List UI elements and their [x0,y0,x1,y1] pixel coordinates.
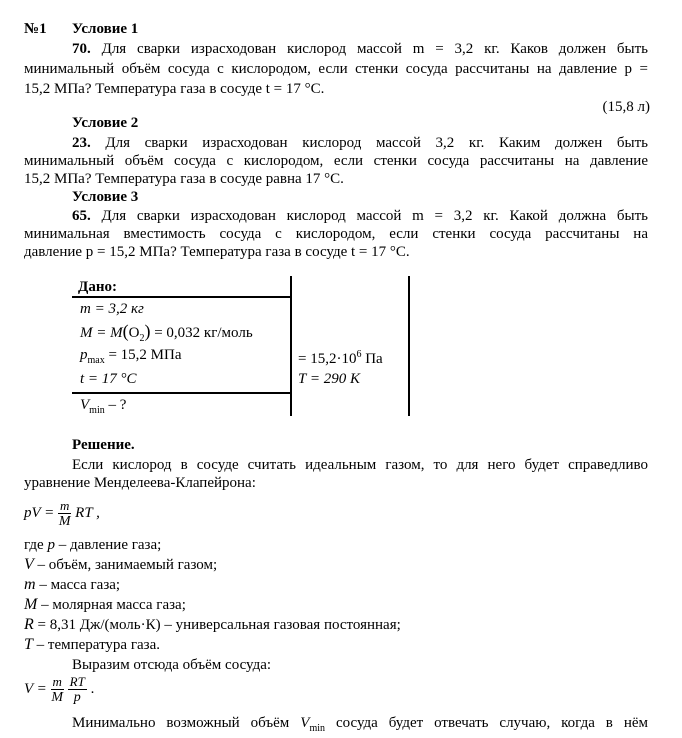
express-volume: Выразим отсюда объём сосуда: [72,657,272,673]
where-pressure: где p – давление газа; [24,537,162,553]
given-pressure: $p_{max} = 15,2$ МПа [80,347,182,366]
given-divider-1 [290,276,292,416]
solution-title: Решение. [72,437,135,453]
solution-intro-2: уравнение Менделеева-Клапейрона: [24,475,256,491]
given-molar-mass: $M = M(O_2) = 0,032$ кг/моль [80,321,253,344]
condition-2-line-1 [24,134,648,152]
condition-1-line-2: минимальный объём сосуда с кислородом, если стенки сосуда рассчитаны на давление p = [24,61,648,77]
condition-1-title: Условие 1 [72,21,139,37]
solution-intro-1: Если кислород в сосуде считать идеальным газом, то для него будет справедливо [72,457,648,473]
given-divider-2 [408,276,410,416]
si-pressure: = $15,2\cdot 10^6$ Па [298,349,383,367]
condition-3-line-2: минимальная вместимость сосуда с кислородом, если стенки сосуда рассчитаны на [24,226,648,242]
condition-2-line-2: минимальный объём сосуда с кислородом, если стенки сосуда рассчитаны на давление [24,153,648,169]
given-bottom-rule [72,392,292,394]
condition-1-line-3: 15,2 МПа? Температура газа в сосуде t = 17 °C. [24,81,325,97]
def-volume: V – объём, занимаемый газом; [24,556,218,573]
condition-3-number: 65. [72,208,91,224]
given-temperature: t = 17 °C [80,371,137,387]
condition-2-text-1: Для сварки израсходован кислород массой 3,2 кг. Каким должен быть [105,135,648,151]
condition-1-text-1: Для сварки израсходован кислород массой m = 3,2 кг. Каков должен быть [101,41,649,57]
equation-clapeyron: pV = $\frac{m}{M}$ RT , [24,497,100,529]
condition-3-line-1 [24,207,648,225]
def-gas-constant: R = 8,31 Дж/(моль·К) – универсальная газовая постоянная; [24,616,401,633]
condition-2-number: 23. [72,135,91,151]
si-temperature: T = 290 К [298,371,360,387]
given-title: Дано: [78,279,117,295]
condition-3-text-1: Для сварки израсходован кислород массой m = 3,2 кг. Какой должна быть [101,208,649,224]
solution-final-line: Минимально возможный объём $V_{min}$ сосуда будет отвечать случаю, когда в нём [72,715,649,734]
given-mass: m = 3,2 кг [80,301,144,317]
condition-3-title: Условие 3 [72,189,139,205]
condition-1-answer: (15,8 л) [602,99,650,115]
equation-volume: V = $\frac{m}{M}$ $\frac{RT}{p}$ . [24,673,95,705]
condition-1-number: 70. [72,41,91,57]
condition-2-title: Условие 2 [72,115,139,131]
def-mass: m – масса газа; [24,576,121,593]
given-unknown: $V_{min}$ – ? [80,397,127,416]
condition-1-line-1 [24,40,648,58]
def-temperature: T – температура газа. [24,636,160,653]
problem-number: №1 [24,21,47,37]
condition-2-line-3: 15,2 МПа? Температура газа в сосуде равна 17 °C. [24,171,344,187]
condition-3-line-3: давление p = 15,2 МПа? Температура газа в сосуде t = 17 °C. [24,244,410,260]
given-top-rule [72,296,292,298]
def-molar-mass: M – молярная масса газа; [24,596,186,613]
